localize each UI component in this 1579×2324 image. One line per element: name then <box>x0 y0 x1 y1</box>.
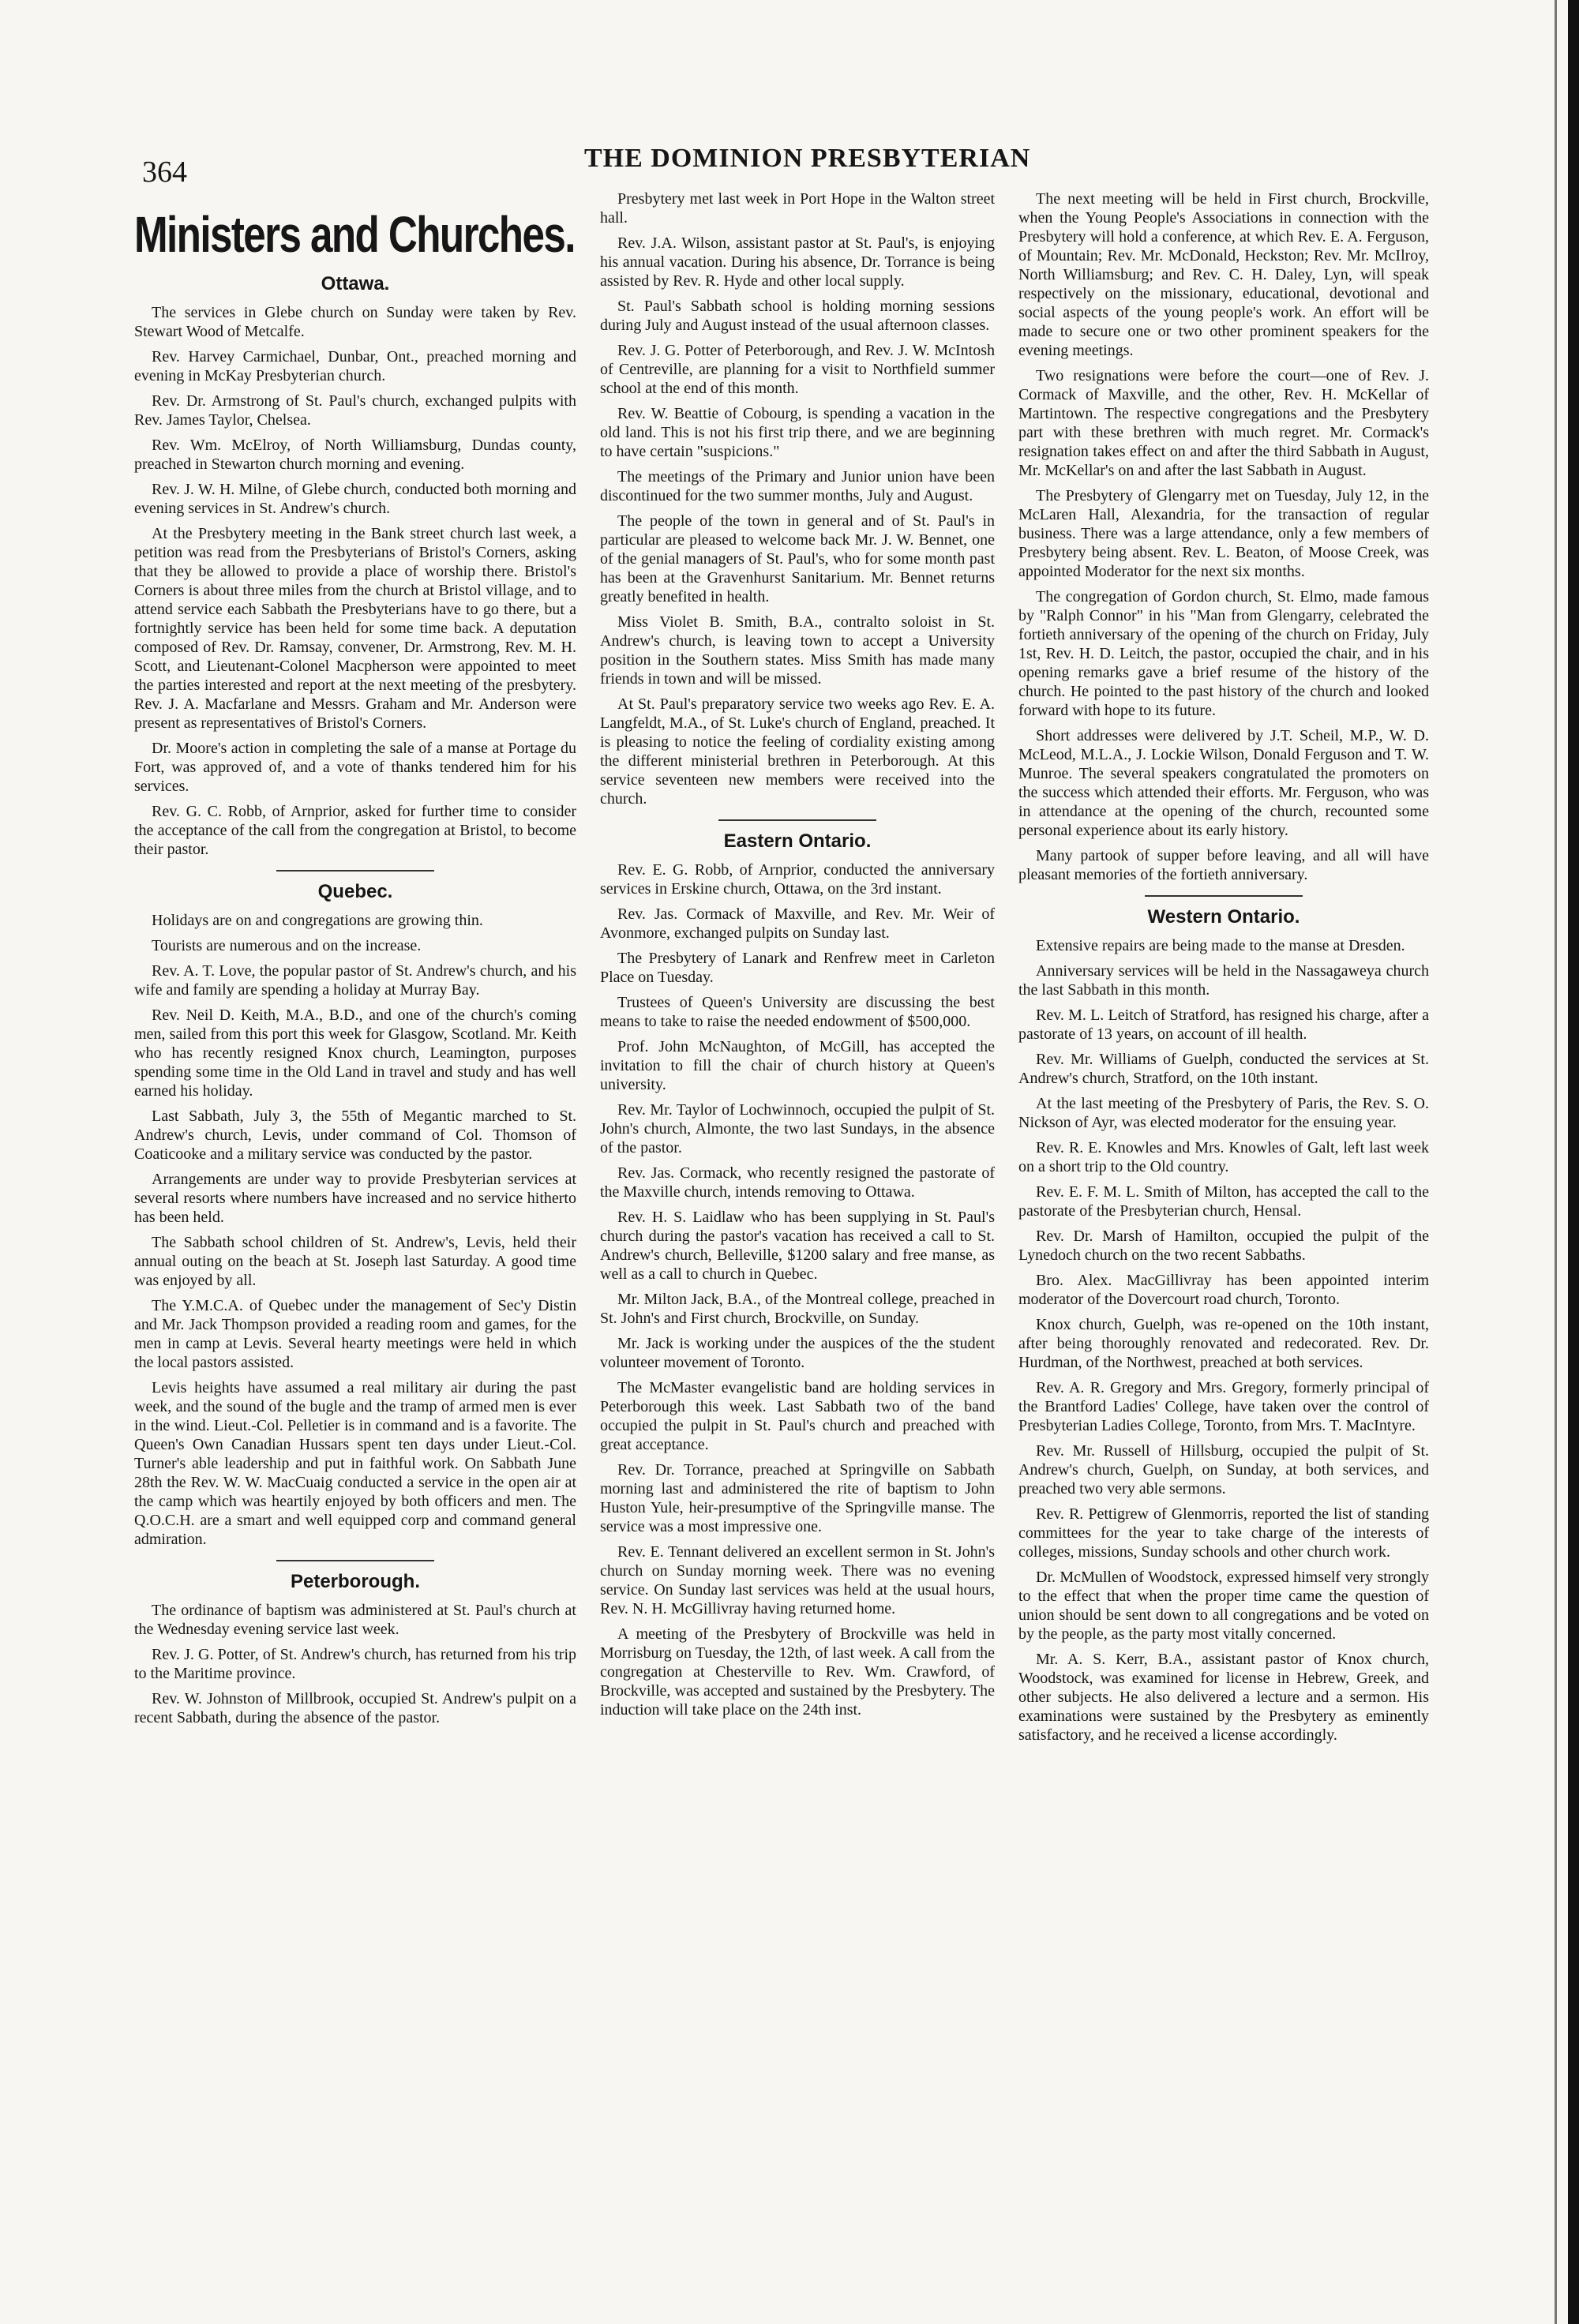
paragraph: Rev. E. F. M. L. Smith of Milton, has accepted the call to the pastorate of the Presbyterian church, Hensal. <box>1018 1183 1429 1220</box>
paragraph: Dr. McMullen of Woodstock, expressed himself very strongly to the effect that when the proper time came the question of union should be sent down to all congregations and be voted on by the people, as the party most vitally concerned. <box>1018 1569 1429 1643</box>
paragraph: Rev. R. Pettigrew of Glenmorris, reported the list of standing committees for the year to take charge of the interests of colleges, missions, Sunday schools and other church work. <box>1018 1505 1429 1561</box>
paragraph: Presbytery met last week in Port Hope in the Walton street hall. <box>600 190 995 227</box>
paragraph: Rev. A. R. Gregory and Mrs. Gregory, formerly principal of the Brantford Ladies' College, have taken over the control of Presbyterian Ladies College, Toronto, from Mrs. T. MacIntyre. <box>1018 1379 1429 1434</box>
paragraph: The McMaster evangelistic band are holding services in Peterborough this week. Last Sabbath two of the band occupied the pulpit in St. Paul's church and preached with great acceptance. <box>600 1379 995 1453</box>
paragraph: Last Sabbath, July 3, the 55th of Megantic marched to St. Andrew's church, Levis, under command of Col. Thomson of Coaticooke and a military service was conducted by the pastor. <box>134 1108 576 1163</box>
section-peterborough-part-1 <box>134 1601 576 1727</box>
paragraph: Extensive repairs are being made to the manse at Dresden. <box>1036 937 1405 954</box>
paragraph: The congregation of Gordon church, St. Elmo, made famous by "Ralph Connor" in his "Man from Glengarry, celebrated the fortieth anniversary of the opening of the church on Friday, July 1st, Rev. H. D. Leitch, the pastor, occupied the chair, and in his opening remarks gave a brief resume of the history of the church. He pointed to the past history of the church and looked forward with hope to its future. <box>1018 588 1429 719</box>
paragraph: The services in Glebe church on Sunday were taken by Rev. Stewart Wood of Metcalfe. <box>134 304 576 340</box>
column-2 <box>600 189 995 1726</box>
paragraph: Two resignations were before the court—one of Rev. J. Cormack of Maxville, and the other, Rev. H. McKellar of Martintown. The respective congregations and the Presbytery part with these brethren with much regret. Mr. Cormack's resignation takes effect on and after the third Sabbath in August, Mr. McKellar's on and after the last Sabbath in August. <box>1018 367 1429 479</box>
section-divider <box>276 1560 434 1561</box>
page-edge-line <box>1555 0 1557 2324</box>
section-quebec <box>134 911 576 1549</box>
paragraph: Rev. Neil D. Keith, M.A., B.D., and one of the church's coming men, sailed from this port this week for Glasgow, Scotland. Mr. Keith who has recently resigned Knox church, Leamington, purposes spending some time in the Old Land in travel and study and has well earned his holiday. <box>134 1006 576 1100</box>
paragraph: Rev. E. G. Robb, of Arnprior, conducted the anniversary services in Erskine church, Ottawa, on the 3rd instant. <box>600 861 995 898</box>
paragraph: Rev. W. Beattie of Cobourg, is spending a vacation in the old land. This is not his first trip there, and we are beginning to have certain "suspicions." <box>600 405 995 460</box>
paragraph: Rev. H. S. Laidlaw who has been supplying in St. Paul's church during the pastor's vacation has received a call to St. Andrew's church, Belleville, $1200 salary and free manse, as well as a call to church in Quebec. <box>600 1209 995 1283</box>
page-edge-bar <box>1568 0 1579 2324</box>
paragraph: Mr. Jack is working under the auspices of the the student volunteer movement of Toronto. <box>600 1335 995 1371</box>
paragraph: Tourists are numerous and on the increase. <box>152 937 422 954</box>
paragraph: Anniversary services will be held in the Nassagaweya church the last Sabbath in this month. <box>1018 962 1429 999</box>
section-heading-eastern-ontario: Eastern Ontario. <box>723 830 872 852</box>
paragraph: The meetings of the Primary and Junior union have been discontinued for the two summer months, July and August. <box>600 468 995 504</box>
paragraph: Rev. A. T. Love, the popular pastor of St. Andrew's church, and his wife and family are spending a holiday at Murray Bay. <box>134 962 576 999</box>
paragraph: Miss Violet B. Smith, B.A., contralto soloist in St. Andrew's church, is leaving town to accept a University position in the Southern states. Miss Smith has made many friends in town and will be missed. <box>600 613 995 688</box>
section-divider <box>1145 895 1303 897</box>
section-ottawa <box>134 303 576 859</box>
paragraph: At the Presbytery meeting in the Bank street church last week, a petition was read from the Presbyterians of Bristol's Corners, asking that they be allowed to provide a place of worship there. Bristol's Corners is about three miles from the church at Bristol village, and to attend service each Sabbath the Presbyterians have to go there, but a fortnightly service has been held for some time back. A deputation composed of Rev. Dr. Ramsay, convener, Dr. Armstrong, Rev. M. H. Scott, and Lieutenant-Colonel Macpherson were appointed to meet the parties interested and report at the next meeting of the presbytery. Rev. J. A. Macfarlane and Messrs. Graham and Mr. Anderson were present as representatives of Bristol's Corners. <box>134 525 576 732</box>
page-number: 364 <box>142 156 187 189</box>
paragraph: Knox church, Guelph, was re-opened on the 10th instant, after being thoroughly renovated and redecorated. Rev. Dr. Hurdman, of the Northwest, preached at both services. <box>1018 1316 1429 1371</box>
section-heading-quebec: Quebec. <box>317 881 393 902</box>
paragraph: Rev. W. Johnston of Millbrook, occupied St. Andrew's pulpit on a recent Sabbath, during the absence of the pastor. <box>134 1690 576 1726</box>
paragraph: The people of the town in general and of St. Paul's in particular are pleased to welcome back Mr. J. W. Bennet, one of the genial managers of St. Paul's, who for some month past has been at the Gravenhurst Sanitarium. Mr. Bennet returns greatly benefited in health. <box>600 512 995 605</box>
paragraph: Rev. Wm. McElroy, of North Williamsburg, Dundas county, preached in Stewarton church morning and evening. <box>134 437 576 473</box>
paragraph: Rev. Harvey Carmichael, Dunbar, Ont., preached morning and evening in McKay Presbyterian church. <box>134 348 576 384</box>
paragraph: Rev. Dr. Armstrong of St. Paul's church, exchanged pulpits with Rev. James Taylor, Chelsea. <box>134 392 576 429</box>
paragraph: A meeting of the Presbytery of Brockville was held in Morrisburg on Tuesday, the 12th, of last week. A call from the congregation at Chesterville to Rev. Wm. Crawford, of Brockville, was accepted and sustained by the Presbytery. The induction will take place on the 24th inst. <box>600 1625 995 1719</box>
section-eastern-ontario-part-2 <box>1018 189 1429 884</box>
paragraph: Rev. Mr. Russell of Hillsburg, occupied the pulpit of St. Andrew's church, Guelph, on Sunday, at both services, and preached two very able sermons. <box>1018 1442 1429 1497</box>
paragraph: Rev. Dr. Marsh of Hamilton, occupied the pulpit of the Lynedoch church on the two recent Sabbaths. <box>1018 1228 1429 1264</box>
paragraph: Rev. Dr. Torrance, preached at Springville on Sabbath morning last and administered the rite of baptism to John Huston Yule, heir-presumptive of the Springville manse. The service was a most impressive one. <box>600 1461 995 1535</box>
paragraph: St. Paul's Sabbath school is holding morning sessions during July and August instead of the usual afternoon classes. <box>600 298 995 334</box>
paragraph: The Y.M.C.A. of Quebec under the management of Sec'y Distin and Mr. Jack Thompson provided a reading room and games, for the men in camp at Levis. Several hearty meetings were held in which the local pastors assisted. <box>134 1297 576 1371</box>
section-eastern-ontario-part-1 <box>600 860 995 1719</box>
paragraph: Rev. Jas. Cormack of Maxville, and Rev. Mr. Weir of Avonmore, exchanged pulpits on Sunday last. <box>600 905 995 942</box>
paragraph: At St. Paul's preparatory service two weeks ago Rev. E. A. Langfeldt, M.A., of St. Luke's church of England, preached. It is pleasing to notice the feeling of cordiality existing among the different ministerial brethren in Peterborough. At this service seventeen new members were received into the church. <box>600 695 995 808</box>
section-peterborough-part-2 <box>600 189 995 808</box>
paragraph: Many partook of supper before leaving, and all will have pleasant memories of the fortieth anniversary. <box>1018 847 1429 883</box>
paragraph: Mr. A. S. Kerr, B.A., assistant pastor of Knox church, Woodstock, was examined for license in Hebrew, Greek, and other subjects. He also delivered a lecture and a sermon. His examinations were sustained by the Presbytery as eminently satisfactory, and he received a license accordingly. <box>1018 1651 1429 1744</box>
paragraph: Dr. Moore's action in completing the sale of a manse at Portage du Fort, was approved of, and a vote of thanks tendered him for his services. <box>134 740 576 795</box>
paragraph: Rev. M. L. Leitch of Stratford, has resigned his charge, after a pastorate of 13 years, on account of ill health. <box>1018 1006 1429 1043</box>
paragraph: Rev. J. W. H. Milne, of Glebe church, conducted both morning and evening services in St. Andrew's church. <box>134 481 576 517</box>
paragraph: Arrangements are under way to provide Presbyterian services at several resorts where numbers have increased and no service hitherto has been held. <box>134 1171 576 1226</box>
section-western-ontario <box>1018 936 1429 1745</box>
paragraph: Rev. Mr. Taylor of Lochwinnoch, occupied the pulpit of St. John's church, Almonte, the two last Sundays, in the absence of the pastor. <box>600 1101 995 1156</box>
paragraph: The Presbytery of Lanark and Renfrew meet in Carleton Place on Tuesday. <box>600 950 995 986</box>
paragraph: Rev. G. C. Robb, of Arnprior, asked for further time to consider the acceptance of the call from the congregation at Bristol, to become their pastor. <box>134 803 576 858</box>
paragraph: Mr. Milton Jack, B.A., of the Montreal college, preached in St. John's and First church, Brockville, on Sunday. <box>600 1291 995 1327</box>
paragraph: Bro. Alex. MacGillivray has been appointed interim moderator of the Dovercourt road church, Toronto. <box>1018 1272 1429 1308</box>
paragraph: Rev. J.A. Wilson, assistant pastor at St. Paul's, is enjoying his annual vacation. During his absence, Dr. Torrance is being assisted by Rev. R. Hyde and other local supply. <box>600 234 995 290</box>
running-head: THE DOMINION PRESBYTERIAN <box>584 144 1031 173</box>
paragraph: At the last meeting of the Presbytery of Paris, the Rev. S. O. Nickson of Ayr, was elected moderator for the ensuing year. <box>1018 1095 1429 1131</box>
section-heading-peterborough: Peterborough. <box>290 1571 420 1592</box>
paragraph: The Presbytery of Glengarry met on Tuesday, July 12, in the McLaren Hall, Alexandria, for the transaction of regular business. There was a large attendance, only a few members of Presbytery being absent. Rev. L. Beaton, of Moose Creek, was appointed Moderator for the next six months. <box>1018 487 1429 580</box>
page-title: Ministers and Churches. <box>134 206 575 263</box>
column-3 <box>1018 189 1429 1751</box>
section-divider <box>276 870 434 872</box>
paragraph: Short addresses were delivered by J.T. Scheil, M.P., W. D. McLeod, M.L.A., J. Lockie Wilson, Donald Ferguson and T. W. Munroe. The several speakers congratulated the promoters on the success which attended their efforts. Mr. Ferguson, who was in attendance at the opening of the church, recounted some personal experience about its early history. <box>1018 727 1429 839</box>
paragraph: Rev. Mr. Williams of Guelph, conducted the services at St. Andrew's church, Stratford, on the 10th instant. <box>1018 1051 1429 1087</box>
paragraph: Rev. E. Tennant delivered an excellent sermon in St. John's church on Sunday morning week. There was no evening service. On Sunday last services was held at the usual hours, Rev. N. H. McGillivray having returned home. <box>600 1543 995 1617</box>
section-heading-ottawa: Ottawa. <box>321 273 390 294</box>
paragraph: The next meeting will be held in First church, Brockville, when the Young People's Associations in connection with the Presbytery will hold a conference, at which Rev. E. A. Ferguson, of Mountain; Rev. Mr. McDonald, Heckston; Rev. Mr. McIlroy, North Williamsburg; and Rev. C. H. Daley, Lyn, will speak respectively on the missionary, educational, devotional and social aspects of the young people's work. An effort will be made to secure one or two other prominent speakers for the evening meetings. <box>1018 190 1429 359</box>
paragraph: Rev. J. G. Potter of Peterborough, and Rev. J. W. McIntosh of Centreville, are planning for a visit to Northfield summer school at the end of this month. <box>600 342 995 397</box>
paragraph: The Sabbath school children of St. Andrew's, Levis, held their annual outing on the beach at St. Joseph last Saturday. A good time was enjoyed by all. <box>134 1234 576 1289</box>
paragraph: Rev. Jas. Cormack, who recently resigned the pastorate of the Maxville church, intends removing to Ottawa. <box>600 1164 995 1201</box>
section-heading-western-ontario: Western Ontario. <box>1147 906 1300 928</box>
paragraph: Holidays are on and congregations are growing thin. <box>152 912 483 929</box>
paragraph: Prof. John McNaughton, of McGill, has accepted the invitation to fill the chair of church history at Queen's university. <box>600 1038 995 1093</box>
paragraph: The ordinance of baptism was administered at St. Paul's church at the Wednesday evening service last week. <box>134 1602 576 1638</box>
paragraph: Levis heights have assumed a real military air during the past week, and the sound of the bugle and the tramp of armed men is ever in the wind. Lieut.-Col. Pelletier is in command and is a favorite. The Queen's Own Canadian Hussars spent ten days under Lieut.-Col. Turner's able leadership and put in faithful work. On Sabbath June 28th the Rev. W. W. MacCuaig conducted a service in the open air at the camp which was heartily enjoyed by both officers and men. The Q.O.C.H. are a smart and well equipped corp and command general admiration. <box>134 1379 576 1548</box>
paragraph: Rev. R. E. Knowles and Mrs. Knowles of Galt, left last week on a short trip to the Old country. <box>1018 1139 1429 1175</box>
column-1 <box>134 189 576 1734</box>
paragraph: Rev. J. G. Potter, of St. Andrew's church, has returned from his trip to the Maritime province. <box>134 1646 576 1682</box>
section-divider <box>718 819 876 821</box>
paragraph: Trustees of Queen's University are discussing the best means to take to raise the needed endowment of $500,000. <box>600 994 995 1030</box>
